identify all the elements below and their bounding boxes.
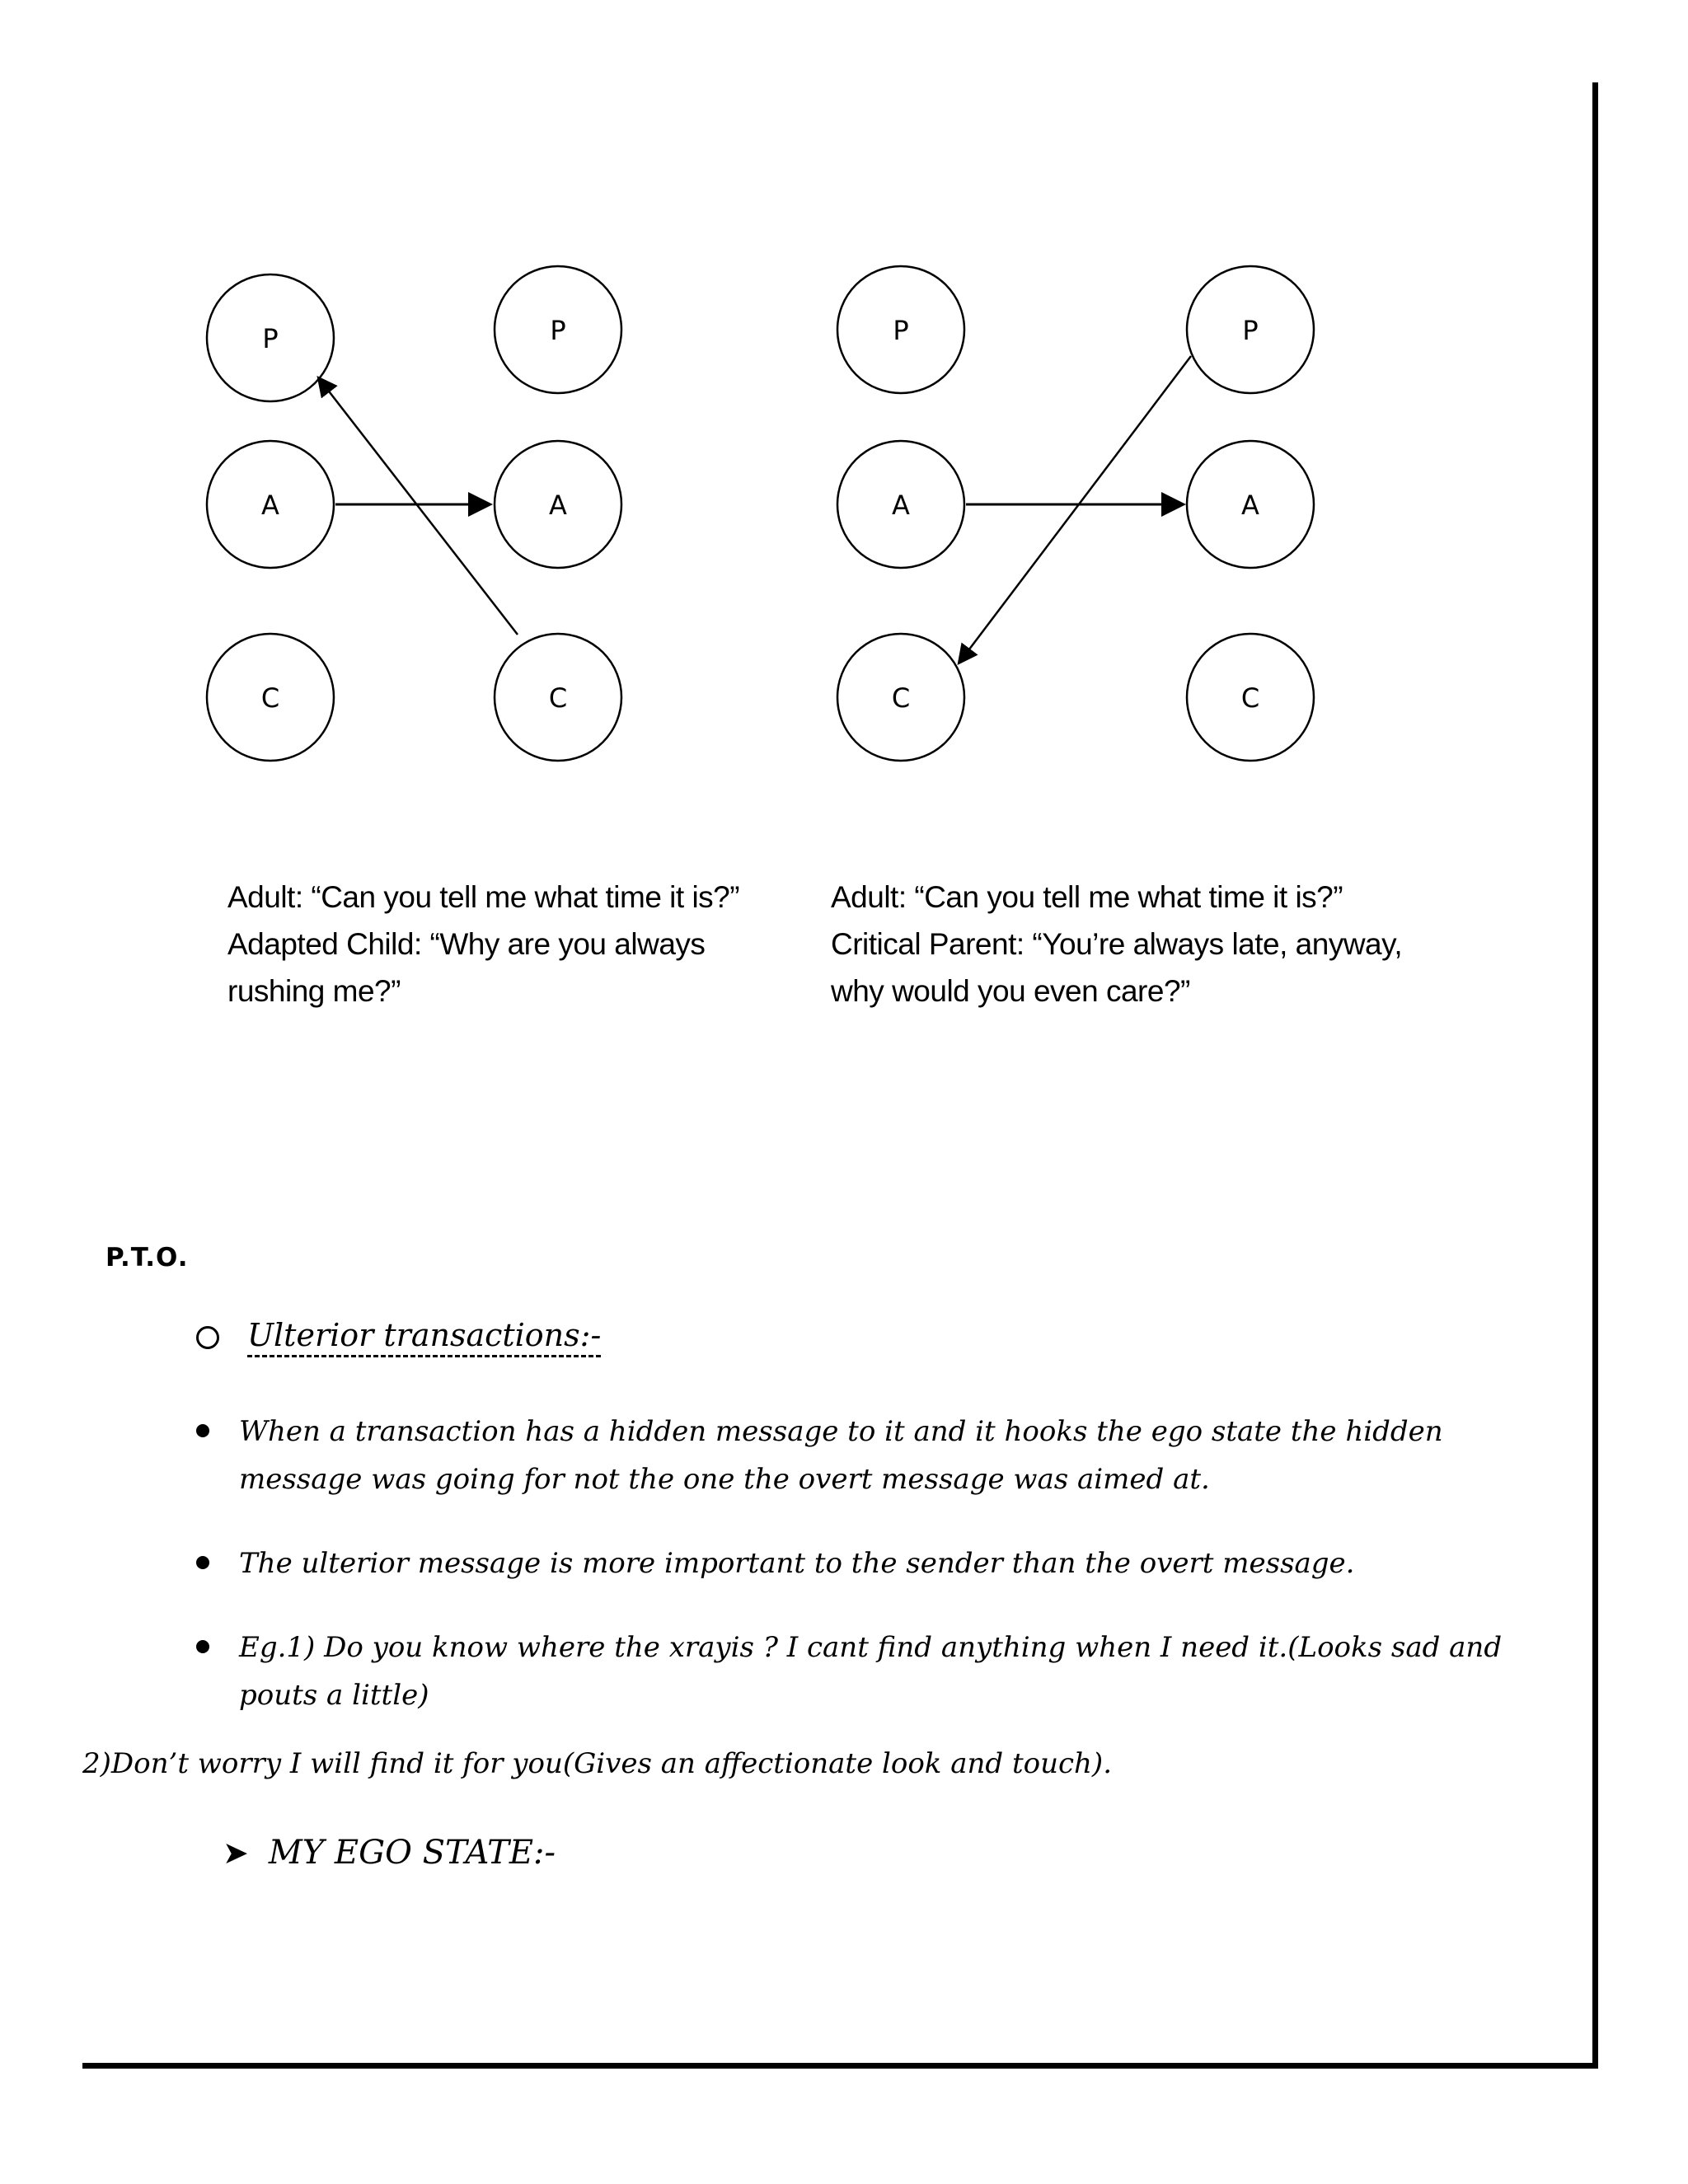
right-label-child-2: C xyxy=(1240,682,1260,714)
bullet-dot-icon xyxy=(196,1556,209,1569)
left-label-adult-2: A xyxy=(549,490,567,521)
bullet-text: Eg.1) Do you know where the xrayis ? I cant find anything when I need it.(Looks sad and pouts a little) xyxy=(239,1631,1503,1712)
right-label-child-1: C xyxy=(891,682,911,714)
left-diagram-caption xyxy=(227,874,739,1015)
example-response-line: 2)Don’t worry I will find it for you(Gives an affectionate look and touch). xyxy=(82,1747,1113,1780)
bullet-dot-icon xyxy=(196,1424,209,1437)
left-label-child-1: C xyxy=(260,682,280,714)
left-label-parent-2: P xyxy=(550,315,566,346)
list-item xyxy=(196,1624,1548,1719)
bullet-text: The ulterior message is more important to the sender than the overt message. xyxy=(239,1547,1355,1580)
bullet-dot-icon xyxy=(196,1640,209,1653)
left-label-adult-1: A xyxy=(261,490,279,521)
left-label-child-2: C xyxy=(548,682,568,714)
bullet-list xyxy=(196,1408,1548,1755)
caption-line: Adult: “Can you tell me what time it is?” xyxy=(227,880,740,914)
caption-line: why would you even care?” xyxy=(831,974,1190,1008)
my-ego-state-heading xyxy=(223,1834,556,1872)
right-arrow-parent-to-child xyxy=(959,356,1191,663)
right-label-parent-2: P xyxy=(1242,315,1259,346)
ulterior-heading xyxy=(196,1317,601,1357)
pto-label: P.T.O. xyxy=(106,1243,189,1272)
section-heading-text: MY EGO STATE:- xyxy=(268,1834,556,1872)
caption-line: Adapted Child: “Why are you always xyxy=(227,927,706,961)
right-label-adult-2: A xyxy=(1241,490,1259,521)
caption-line: rushing me?” xyxy=(227,974,401,1008)
right-label-parent-1: P xyxy=(893,315,909,346)
heading-text: Ulterior transactions:- xyxy=(247,1317,601,1357)
arrow-bullet-icon: ➤ xyxy=(223,1835,249,1871)
circle-bullet-icon xyxy=(196,1326,219,1349)
left-label-parent-1: P xyxy=(262,323,279,354)
bullet-text: When a transaction has a hidden message to it and it hooks the ego state the hidden message was going for not the one the overt message was aimed at. xyxy=(239,1415,1443,1496)
list-item xyxy=(196,1408,1548,1503)
right-diagram-caption xyxy=(831,874,1402,1015)
list-item xyxy=(196,1540,1548,1587)
caption-line: Critical Parent: “You’re always late, anyway, xyxy=(831,927,1403,961)
right-label-adult-1: A xyxy=(892,490,910,521)
page-border-bottom xyxy=(82,2063,1598,2069)
caption-line: Adult: “Can you tell me what time it is?” xyxy=(831,880,1343,914)
left-arrow-child-to-parent xyxy=(318,377,518,635)
